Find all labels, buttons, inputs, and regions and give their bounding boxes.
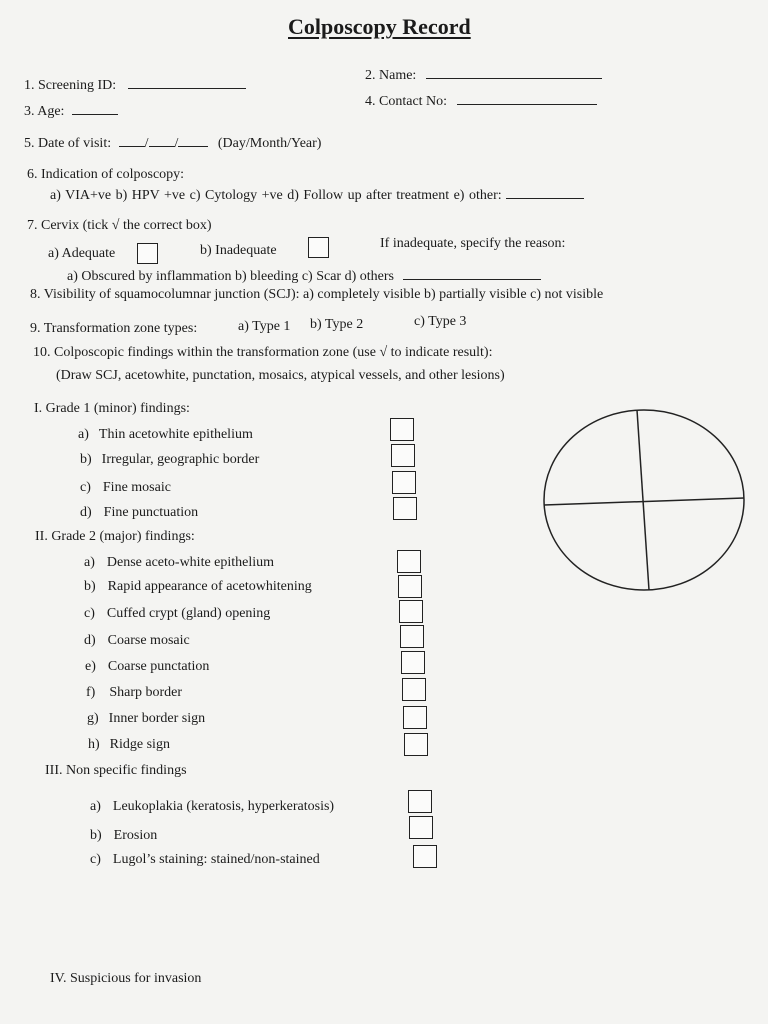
grade2-heading: II. Grade 2 (major) findings: (35, 529, 195, 544)
grade2-checkbox-d[interactable] (400, 625, 424, 648)
grade2-checkbox-h[interactable] (404, 733, 428, 756)
grade2-item-b (84, 580, 312, 594)
item-text: Ridge sign (109, 737, 170, 752)
item-text: Thin acetowhite epithelium (98, 427, 253, 442)
item-text: Cuffed crypt (gland) opening (106, 606, 271, 621)
grade1-checkbox-b[interactable] (391, 444, 415, 467)
q7-others-line[interactable] (403, 267, 541, 280)
item-text: Dense aceto-white epithelium (106, 555, 275, 570)
item-letter: a) (84, 555, 95, 570)
grade2-item-f (86, 686, 182, 700)
q7-specify: If inadequate, specify the reason: (380, 236, 566, 251)
q10-label: 10. Colposcopic findings within the transformation zone (use √ to indicate result): (33, 345, 493, 360)
item-text: Fine punctuation (103, 505, 199, 520)
q9-type2[interactable]: b) Type 2 (310, 317, 364, 332)
grade2-checkbox-g[interactable] (403, 706, 427, 729)
nonspecific-checkbox-b[interactable] (409, 816, 433, 839)
screening-id-line[interactable] (128, 76, 246, 89)
grade1-item-a (78, 428, 253, 442)
grade2-checkbox-e[interactable] (401, 651, 425, 674)
name-field[interactable] (365, 66, 602, 83)
age-line[interactable] (72, 102, 118, 115)
adequate-checkbox[interactable] (137, 243, 158, 264)
item-letter: b) (90, 828, 102, 843)
item-letter: e) (85, 659, 96, 674)
date-label: 5. Date of visit: (24, 136, 112, 151)
nonspecific-checkbox-a[interactable] (408, 790, 432, 813)
inadequate-checkbox[interactable] (308, 237, 329, 258)
item-text: Erosion (113, 828, 158, 843)
nonspecific-item-c (90, 853, 320, 867)
q8-text: 8. Visibility of squamocolumnar junction (SCJ): a) completely visible b) partially visible c) not visible (30, 287, 604, 302)
name-line[interactable] (426, 66, 602, 79)
item-letter: a) (78, 427, 89, 442)
item-text: Coarse punctation (107, 659, 210, 674)
screening-id-label: 1. Screening ID: (24, 78, 117, 93)
q6-options-text: a) VIA+ve b) HPV +ve c) Cytology +ve d) Follow up after treatment e) other: (50, 188, 502, 203)
grade1-checkbox-c[interactable] (392, 471, 416, 494)
year-line[interactable] (178, 134, 208, 147)
item-letter: c) (84, 606, 95, 621)
q7-reasons-text: a) Obscured by inflammation b) bleeding c) Scar d) others (67, 269, 394, 284)
grade1-item-b (80, 453, 259, 467)
nonspecific-checkbox-c[interactable] (413, 845, 437, 868)
item-letter: c) (80, 480, 91, 495)
age-field[interactable] (24, 102, 118, 119)
item-text: Sharp border (109, 685, 183, 700)
item-letter: b) (80, 452, 92, 467)
grade1-item-d (80, 506, 198, 520)
q9-type3[interactable]: c) Type 3 (414, 314, 467, 329)
date-field[interactable]: 5. Date of visit: / / (Day/Month/Year) (24, 136, 322, 151)
contact-line[interactable] (457, 92, 597, 105)
q9-type1[interactable]: a) Type 1 (238, 319, 291, 334)
grade1-heading: I. Grade 1 (minor) findings: (34, 401, 190, 416)
cervix-outline (544, 410, 744, 590)
day-line[interactable] (119, 134, 145, 147)
name-label: 2. Name: (365, 68, 417, 83)
q7-reasons (67, 267, 541, 284)
nonspecific-item-b (90, 829, 157, 843)
item-letter: f) (86, 685, 96, 700)
item-letter: h) (88, 737, 100, 752)
grade2-checkbox-c[interactable] (399, 600, 423, 623)
suspicious-heading: IV. Suspicious for invasion (50, 971, 202, 986)
date-format: (Day/Month/Year) (217, 136, 322, 151)
grade2-checkbox-a[interactable] (397, 550, 421, 573)
contact-field[interactable] (365, 92, 597, 109)
grade2-checkbox-b[interactable] (398, 575, 422, 598)
grade2-item-g (87, 712, 205, 726)
vertical-divider (637, 410, 649, 590)
q6-options (50, 186, 584, 203)
item-text: Rapid appearance of acetowhitening (107, 579, 312, 594)
item-text: Fine mosaic (102, 480, 171, 495)
cervix-quadrant-diagram[interactable] (540, 405, 752, 593)
grade1-checkbox-d[interactable] (393, 497, 417, 520)
q9-label: 9. Transformation zone types: (30, 321, 198, 336)
item-letter: d) (84, 633, 96, 648)
form-title: Colposcopy Record (288, 14, 471, 39)
age-label: 3. Age: (24, 104, 65, 119)
item-letter: g) (87, 711, 99, 726)
q7-label: 7. Cervix (tick √ the correct box) (27, 218, 212, 233)
grade2-item-a (84, 556, 274, 570)
contact-label: 4. Contact No: (365, 94, 448, 109)
nonspecific-heading: III. Non specific findings (45, 763, 187, 778)
item-letter: b) (84, 579, 96, 594)
grade2-item-c (84, 607, 270, 621)
grade1-item-c (80, 481, 171, 495)
item-text: Inner border sign (108, 711, 206, 726)
item-letter: a) (90, 799, 101, 814)
item-text: Leukoplakia (keratosis, hyperkeratosis) (112, 799, 335, 814)
grade2-item-e (85, 660, 209, 674)
screening-id-field[interactable] (24, 76, 246, 93)
nonspecific-item-a (90, 800, 334, 814)
q6-other-line[interactable] (506, 186, 584, 199)
q7-inadequate-label: b) Inadequate (200, 243, 277, 258)
q7-adequate-label: a) Adequate (48, 246, 116, 261)
grade1-checkbox-a[interactable] (390, 418, 414, 441)
month-line[interactable] (149, 134, 175, 147)
grade2-checkbox-f[interactable] (402, 678, 426, 701)
item-letter: d) (80, 505, 92, 520)
q6-label: 6. Indication of colposcopy: (27, 167, 185, 182)
item-text: Lugol’s staining: stained/non-stained (112, 852, 320, 867)
item-text: Coarse mosaic (107, 633, 190, 648)
grade2-item-d (84, 634, 190, 648)
q10-note: (Draw SCJ, acetowhite, punctation, mosaics, atypical vessels, and other lesions) (56, 368, 505, 383)
item-text: Irregular, geographic border (101, 452, 260, 467)
item-letter: c) (90, 852, 101, 867)
grade2-item-h (88, 738, 170, 752)
